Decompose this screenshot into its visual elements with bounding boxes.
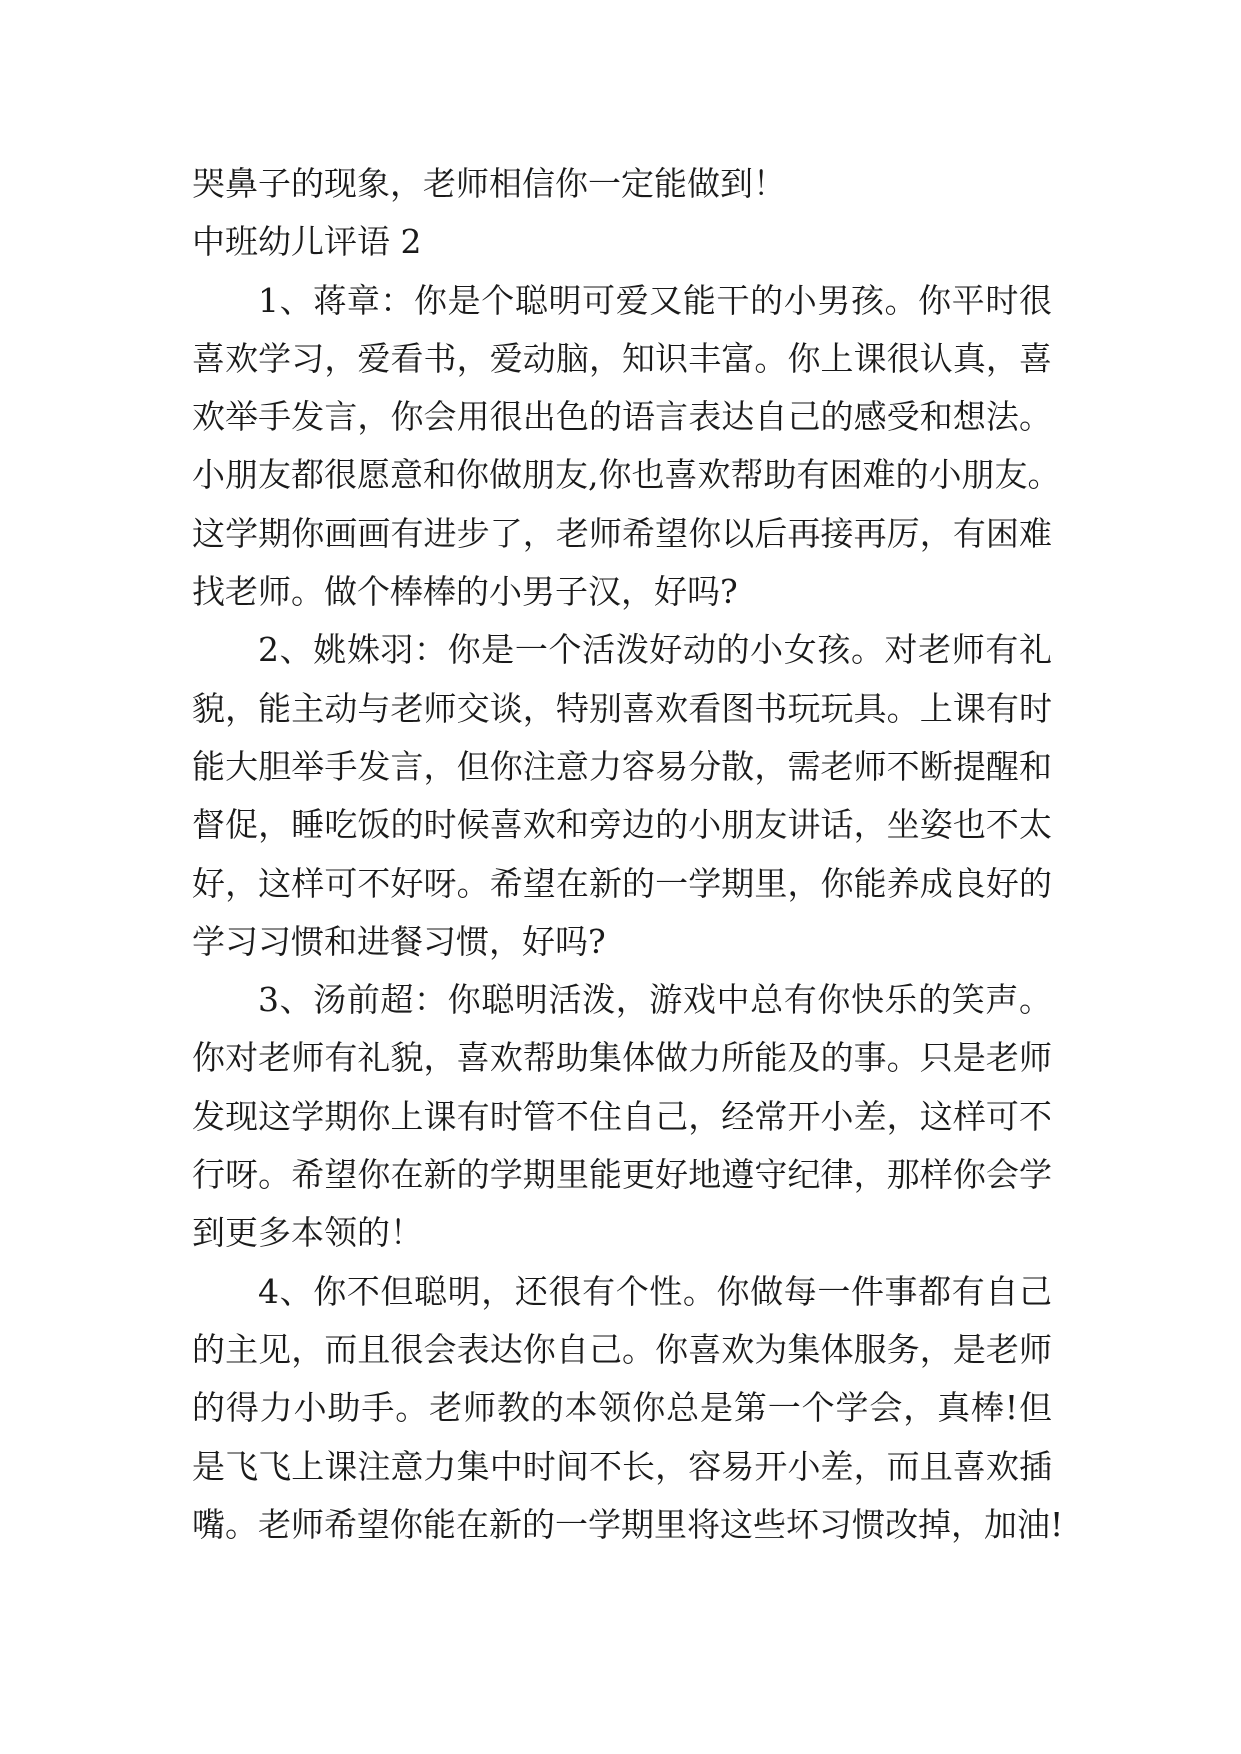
paragraph-line: 的主见，而且很会表达你自己。你喜欢为集体服务，是老师: [192, 1329, 1052, 1369]
paragraph-line: 学习习惯和进餐习惯，好吗?: [192, 921, 606, 961]
paragraph-line: 找老师。做个棒棒的小男子汉，好吗?: [192, 572, 738, 612]
paragraph-4: [192, 1263, 1064, 1554]
paragraph-line: 能大胆举手发言，但你注意力容易分散，需老师不断提醒和: [192, 746, 1052, 786]
paragraph-line: 2、姚姝羽：你是一个活泼好动的小女孩。对老师有礼: [258, 630, 1052, 670]
paragraph-line: 到更多本领的！: [192, 1213, 423, 1253]
paragraph-line: 这学期你画画有进步了，老师希望你以后再接再厉，有困难: [192, 513, 1052, 553]
paragraph-1: [192, 272, 1061, 622]
paragraph-line: 是飞飞上课注意力集中时间不长，容易开小差，而且喜欢插: [192, 1446, 1052, 1486]
paragraph-line: 喜欢学习，爱看书，爱动脑，知识丰富。你上课很认真，喜: [192, 338, 1052, 378]
paragraph-line: 的得力小助手。老师教的本领你总是第一个学会，真棒!但: [192, 1388, 1052, 1428]
paragraph-line: 貌，能主动与老师交谈，特别喜欢看图书玩玩具。上课有时: [192, 688, 1052, 728]
paragraph-line: 欢举手发言，你会用很出色的语言表达自己的感受和想法。: [192, 397, 1052, 437]
section-title: 中班幼儿评语 2: [192, 222, 422, 262]
paragraph-line: 你对老师有礼貌，喜欢帮助集体做力所能及的事。只是老师: [192, 1038, 1052, 1078]
paragraph-line: 4、你不但聪明，还很有个性。你做每一件事都有自己: [258, 1271, 1052, 1311]
paragraph-line: 1、蒋章：你是个聪明可爱又能干的小男孩。你平时很: [258, 280, 1052, 320]
paragraph-line: 督促，睡吃饭的时候喜欢和旁边的小朋友讲话，坐姿也不太: [192, 805, 1052, 845]
paragraph-line: 嘴。老师希望你能在新的一学期里将这些坏习惯改掉，加油!: [192, 1504, 1064, 1544]
paragraph-line: 3、汤前超：你聪明活泼，游戏中总有你快乐的笑声。: [258, 980, 1052, 1020]
paragraph-2: [192, 621, 1052, 971]
paragraph-line: 发现这学期你上课有时管不住自己，经常开小差，这样可不: [192, 1096, 1052, 1136]
intro-line: 哭鼻子的现象，老师相信你一定能做到！: [192, 164, 786, 203]
paragraph-line: 行呀。希望你在新的学期里能更好地遵守纪律，那样你会学: [192, 1155, 1052, 1195]
paragraph-3: [192, 971, 1052, 1262]
paragraph-line: 小朋友都很愿意和你做朋友,你也喜欢帮助有困难的小朋友。: [192, 455, 1061, 495]
paragraph-line: 好，这样可不好呀。希望在新的一学期里，你能养成良好的: [192, 863, 1052, 903]
document-body: [192, 155, 1064, 1554]
